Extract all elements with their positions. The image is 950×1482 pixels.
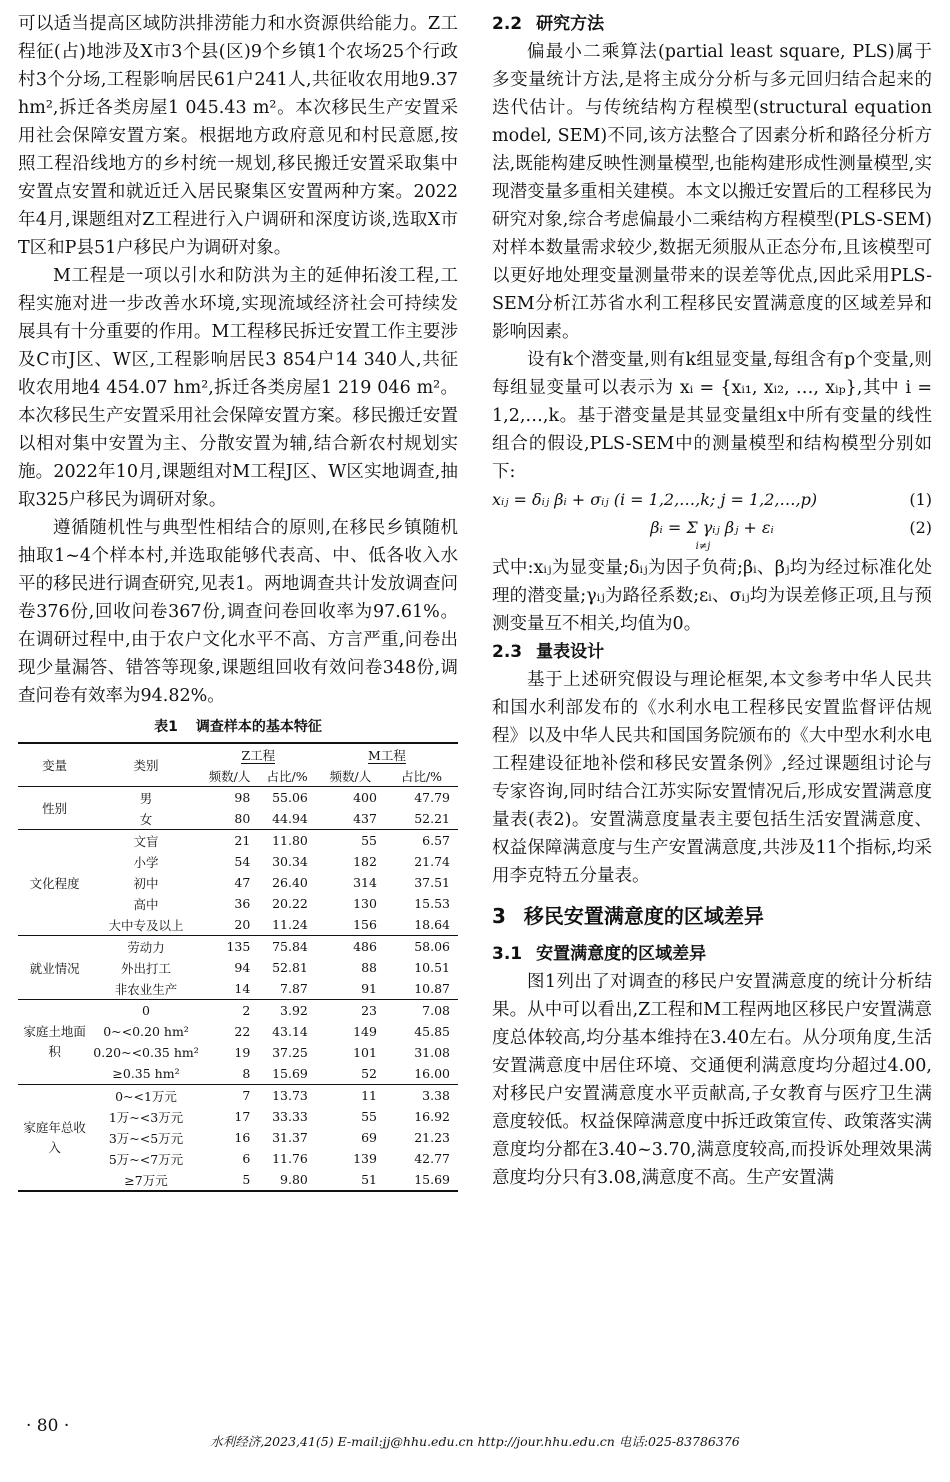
table-cell-cat: 5万~<7万元 (108, 1151, 184, 1167)
table-cell-m-n: 23 (316, 1000, 385, 1022)
table-cell-m-p: 58.06 (385, 936, 458, 958)
equation-2-formula: βᵢ = Σ γᵢⱼ βⱼ + εᵢ (650, 518, 774, 537)
table-cell-cat: 0 (91, 1000, 201, 1022)
table-cell-m-n: 88 (361, 960, 377, 975)
table-cell-z-n: 22 (234, 1024, 251, 1039)
table-cell-cat: ≥0.35 hm² (112, 1066, 180, 1081)
table-cell-z-n: 5 (201, 1169, 259, 1191)
table-cell-z-n: 135 (201, 936, 259, 958)
table-cell-cat: 文盲 (91, 830, 201, 852)
table-cell-cat: ≥7万元 (91, 1169, 201, 1191)
table-cell-z-p: 33.33 (272, 1109, 308, 1124)
table-cell-z-p: 20.22 (272, 896, 308, 911)
page-number: · 80 · (26, 1416, 70, 1436)
table-cell-m-p: 16.92 (414, 1109, 450, 1124)
table-cell-cat: 男 (91, 787, 201, 809)
table-cell-z-p: 26.40 (272, 875, 308, 890)
equation-2 (492, 514, 932, 554)
table-cell-z-n: 54 (234, 854, 251, 869)
table-cell-m-p: 18.64 (414, 917, 450, 932)
table-cell-cat: 初中 (133, 875, 159, 891)
paragraph-regional-difference: 图1列出了对调查的移民户安置满意度的统计分析结果。从中可以看出,Z工程和M工程两地区移民户安置满意度总体较高,均分基本维持在3.40左右。从分项角度,生活安置满意度中居住环境、交通便利满意度均分超过4.00,对移民户安置满意度水平贡献高,子女教育与医疗卫生满意度较低。权益保障满意度中拆迁政策宣传、政策落实满意度均分都在3.40~3.70,满意度较高,而投诉处理效果满意度均分只有3.08,满意度不高。生产安置满 (492, 972, 932, 1188)
header-freq-m: 频数/人 (316, 765, 385, 787)
table-cell-z-p: 43.14 (272, 1024, 308, 1039)
table-cell-m-n: 55 (361, 1109, 377, 1124)
table-cell-z-n: 2 (201, 1000, 259, 1022)
header-m-project: M工程 (316, 743, 458, 765)
table-cell-cat: 小学 (133, 854, 159, 870)
table-header-row-1 (18, 743, 458, 765)
table-cell-m-n: 101 (353, 1045, 377, 1060)
header-pct-z: 占比/% (258, 765, 316, 787)
table-cell-z-p: 55.06 (258, 787, 316, 809)
table-cell-cat: 高中 (133, 896, 159, 912)
table-cell-z-p: 44.94 (272, 811, 308, 826)
journal-footer: 水利经济,2023,41(5) E-mail:jj@hhu.edu.cn http://jour.hhu.edu.cn 电话:025-83786376 (210, 1434, 740, 1449)
table-cell-z-n: 47 (234, 875, 251, 890)
table-cell-z-n: 16 (234, 1130, 251, 1145)
table-cell-z-n: 20 (234, 917, 251, 932)
table-cell-cat: 大中专及以上 (108, 917, 184, 933)
paragraph-sampling: 遵循随机性与典型性相结合的原则,在移民乡镇随机抽取1~4个样本村,并选取能够代表高、中、低各收入水平的移民进行调查研究,见表1。两地调查共计发放调查问卷376份,回收问卷367份,调查问卷回收率为97.61%。在调研过程中,由于农户文化水平不高、方言严重,问卷出现少量漏答、错答等现象,课题组回收有效问卷348份,调查问卷有效率为94.82%。 (18, 518, 458, 706)
table-cell-m-p: 16.00 (414, 1066, 450, 1081)
table-cell-cat: 3万~<5万元 (108, 1130, 184, 1146)
table-variable-cell: 就业情况 (18, 936, 91, 1000)
table-cell-m-p: 3.38 (385, 1085, 458, 1107)
paragraph-notation: 式中:xᵢⱼ为显变量;δᵢⱼ为因子负荷;βᵢ、βⱼ均为经过标准化处理的潜变量;γᵢⱼ为路径系数;εᵢ、σᵢⱼ均为误差修正项,且与预测变量互不相关,均值为0。 (492, 558, 932, 634)
table-cell-z-n: 6 (242, 1151, 251, 1166)
table-cell-cat: 0~<0.20 hm² (103, 1024, 189, 1039)
table-cell-m-p: 45.85 (414, 1024, 450, 1039)
table-cell-m-p: 21.74 (414, 854, 450, 869)
table-cell-m-p: 37.51 (414, 875, 450, 890)
equation-1 (492, 486, 932, 514)
table-cell-m-n: 437 (353, 811, 377, 826)
table-cell-z-p: 11.24 (272, 917, 308, 932)
table-variable-cell: 家庭年总收入 (18, 1085, 91, 1192)
section-2-3-heading: 2.3 量表设计 (492, 642, 605, 662)
paragraph-m-project: M工程是一项以引水和防洪为主的延伸拓浚工程,工程实施对进一步改善水环境,实现流域经济社会可持续发展具有十分重要的作用。M工程移民拆迁安置工作主要涉及C市J区、W区,工程影响居民3 854户14 340人,共征收农用地4 454.07 hm²,拆迁各类房屋1 219 046 m²。本次移民生产安置采用社会保障安置方案。移民搬迁安置以相对集中安置为主、分散安置为辅,结合新农村规划实施。2022年10月,课题组对M工程J区、W区实地调查,抽取325户移民为调研对象。 (18, 266, 458, 510)
table-cell-z-p: 37.25 (272, 1045, 308, 1060)
paragraph-pls-method: 偏最小二乘算法(partial least square, PLS)属于多变量统计方法,是将主成分分析与多元回归结合起来的迭代估计。与传统结构方程模型(structural equation model, SEM)不同,该方法整合了因素分析和路径分析方法,既能构建反映性测量模型,也能构建形成性测量模型,实现潜变量多重相关建模。本文以搬迁安置后的工程移民为研究对象,综合考虑偏最小二乘结构方程模型(PLS-SEM)对样本数量需求较少,数据无须服从正态分布,且该模型可以更好地处理变量测量带来的误差等优点,因此采用PLS-SEM分析江苏省水利工程移民安置满意度的区域差异和影响因素。 (492, 42, 932, 342)
table-cell-m-p: 15.53 (414, 896, 450, 911)
paragraph-z-project: 可以适当提高区域防洪排涝能力和水资源供给能力。Z工程征(占)地涉及X市3个县(区)9个乡镇1个农场25个行政村3个分场,工程影响居民61户241人,共征收农用地9.37 hm²,拆迁各类房屋1 045.43 m²。本次移民生产安置采用社会保障安置方案。根据地方政府意见和村民意愿,按照工程沿线地方的乡村统一规划,移民搬迁安置采取集中安置点安置和就近迁入居民聚集区安置两种方案。2022年4月,课题组对Z工程进行入户调研和深度访谈,选取X市T区和P县51户移民户为调研对象。 (18, 14, 458, 258)
table-cell-m-p: 6.57 (385, 830, 458, 852)
sample-characteristics-table (18, 742, 458, 1192)
equation-2-number: (2) (909, 518, 932, 537)
table-cell-z-p: 9.80 (258, 1169, 316, 1191)
table-number: 表1 (154, 719, 178, 735)
table-variable-cell: 家庭土地面积 (18, 1000, 91, 1085)
table-cell-m-p: 52.21 (414, 811, 450, 826)
table-body (18, 787, 458, 1192)
table-cell-cat: 外出打工 (121, 960, 172, 976)
header-variable: 变量 (18, 743, 91, 787)
table-cell-m-n: 91 (361, 981, 377, 996)
table-cell-m-p: 42.77 (414, 1151, 450, 1166)
table-cell-m-p: 15.69 (385, 1169, 458, 1191)
table-row (18, 1085, 458, 1107)
table-cell-m-n: 130 (353, 896, 377, 911)
table-title: 调查样本的基本特征 (195, 719, 322, 735)
section-3-1-heading: 3.1 安置满意度的区域差异 (492, 944, 707, 964)
table-cell-cat: 女 (139, 811, 153, 827)
table-cell-m-n: 314 (353, 875, 377, 890)
left-column (18, 10, 458, 1192)
table-cell-z-p: 52.81 (272, 960, 308, 975)
table-cell-z-p: 75.84 (258, 936, 316, 958)
equation-2-subscript: i≠j (695, 541, 711, 552)
table-cell-z-p: 11.80 (258, 830, 316, 852)
table-cell-z-n: 21 (201, 830, 259, 852)
table-row (18, 787, 458, 809)
table-variable-cell: 文化程度 (18, 830, 91, 936)
table-cell-cat: 0~<1万元 (91, 1085, 201, 1107)
section-2-2-heading: 2.2 研究方法 (492, 14, 605, 34)
table-cell-z-p: 15.69 (272, 1066, 308, 1081)
table-cell-m-n: 486 (316, 936, 385, 958)
table-cell-m-n: 182 (353, 854, 377, 869)
table-cell-z-n: 17 (234, 1109, 251, 1124)
table-cell-z-n: 98 (201, 787, 259, 809)
table-cell-z-p: 30.34 (272, 854, 308, 869)
table-cell-z-n: 36 (234, 896, 251, 911)
table-cell-m-n: 139 (353, 1151, 377, 1166)
section-3-heading: 3 移民安置满意度的区域差异 (492, 904, 764, 928)
table-cell-cat: 0.20~<0.35 hm² (93, 1045, 199, 1060)
table-cell-z-n: 80 (234, 811, 251, 826)
table-row (18, 936, 458, 958)
header-category: 类别 (91, 743, 201, 787)
table-1-caption (18, 716, 458, 736)
table-cell-m-n: 51 (316, 1169, 385, 1191)
table-cell-cat: 劳动力 (91, 936, 201, 958)
table-cell-cat: 非农业生产 (114, 981, 178, 997)
table-cell-cat: 1万~<3万元 (108, 1109, 184, 1125)
table-cell-m-p: 31.08 (414, 1045, 450, 1060)
table-row (18, 830, 458, 852)
table-cell-z-n: 14 (234, 981, 251, 996)
table-cell-m-n: 11 (316, 1085, 385, 1107)
equation-1-number: (1) (909, 490, 932, 509)
table-cell-z-p: 7.87 (280, 981, 308, 996)
header-pct-m: 占比/% (385, 765, 458, 787)
table-cell-m-n: 149 (353, 1024, 377, 1039)
table-cell-z-p: 3.92 (258, 1000, 316, 1022)
header-z-project: Z工程 (201, 743, 316, 765)
equation-1-formula: xᵢⱼ = δᵢⱼ βᵢ + σᵢⱼ (i = 1,2,…,k; j = 1,2,…,p) (492, 490, 818, 509)
table-cell-m-n: 52 (361, 1066, 377, 1081)
table-cell-m-p: 10.87 (414, 981, 450, 996)
table-cell-m-p: 7.08 (385, 1000, 458, 1022)
table-cell-z-n: 7 (201, 1085, 259, 1107)
table-cell-m-n: 55 (316, 830, 385, 852)
table-variable-cell: 性别 (18, 787, 91, 830)
table-cell-m-n: 156 (353, 917, 377, 932)
paragraph-scale-design: 基于上述研究假设与理论框架,本文参考中华人民共和国水利部发布的《水利水电工程移民安置监督评估规程》以及中华人民共和国国务院颁布的《大中型水利水电工程建设征地补偿和移民安置条例》,经过课题组讨论与专家咨询,同时结合江苏实际安置情况后,形成安置满意度量表(表2)。安置满意度量表主要包括生活安置满意度、权益保障满意度与生产安置满意度,共涉及11个指标,均采用李克特五分量表。 (492, 670, 932, 886)
header-freq-z: 频数/人 (201, 765, 259, 787)
table-cell-m-p: 47.79 (385, 787, 458, 809)
table-cell-z-p: 13.73 (258, 1085, 316, 1107)
table-cell-m-n: 400 (316, 787, 385, 809)
table-cell-z-p: 11.76 (272, 1151, 308, 1166)
table-cell-m-n: 69 (361, 1130, 377, 1145)
table-row (18, 1000, 458, 1022)
table-cell-z-n: 19 (234, 1045, 251, 1060)
paragraph-model-setup: 设有k个潜变量,则有k组显变量,每组含有p个变量,则每组显变量可以表示为 xᵢ = {xᵢ₁, xᵢ₂, …, xᵢₚ},其中 i = 1,2,…,k。基于潜变量是其显变量组x中所有变量的线性组合的假设,PLS-SEM中的测量模型和结构模型分别如下: (492, 350, 932, 482)
table-cell-m-p: 10.51 (414, 960, 450, 975)
table-cell-m-p: 21.23 (414, 1130, 450, 1145)
table-cell-z-p: 31.37 (272, 1130, 308, 1145)
table-cell-z-n: 94 (234, 960, 251, 975)
right-column (492, 10, 932, 1192)
table-cell-z-n: 8 (242, 1066, 251, 1081)
